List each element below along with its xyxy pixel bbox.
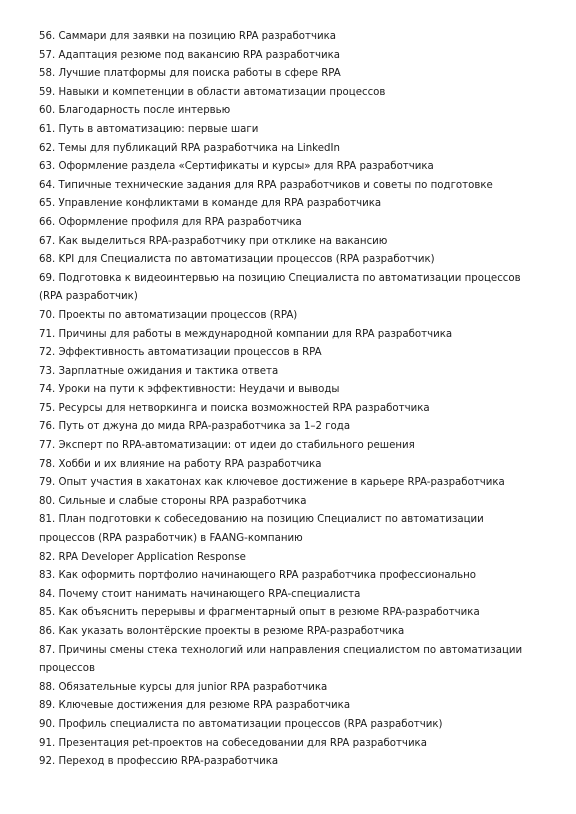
list-item: 60. Благодарность после интервью [39,105,231,117]
list-item: 68. KPI для Специалиста по автоматизации процессов (RPA разработчик) [39,254,435,266]
list-item: 92. Переход в профессию RPA-разработчика [39,756,279,768]
list-item: 61. Путь в автоматизацию: первые шаги [39,123,259,135]
list-item: 57. Адаптация резюме под вакансию RPA разработчика [39,49,340,61]
list-item: 89. Ключевые достижения для резюме RPA разработчика [39,700,351,712]
list-item: 78. Хобби и их влияние на работу RPA разработчика [39,458,322,470]
list-item: 81. План подготовки к собеседованию на позицию Специалист по автоматизации процессов (RPA разработчик) в FAANG-компанию [39,514,484,545]
list-item: 77. Эксперт по RPA-автоматизации: от идеи до стабильного решения [39,440,415,452]
list-item: 64. Типичные технические задания для RPA разработчиков и советы по подготовке [39,179,493,191]
list-item: 66. Оформление профиля для RPA разработчика [39,216,302,228]
list-item: 79. Опыт участия в хакатонах как ключевое достижение в карьере RPA-разработчика [39,477,505,489]
list-item: 58. Лучшие платформы для поиска работы в сфере RPA [39,68,341,80]
list-item: 69. Подготовка к видеоинтервью на позицию Специалиста по автоматизации процессов (RPA разработчик) [39,272,521,303]
list-item: 76. Путь от джуна до мида RPA-разработчика за 1–2 года [39,421,351,433]
list-item: 65. Управление конфликтами в команде для RPA разработчика [39,198,382,210]
list-item: 72. Эффективность автоматизации процессов в RPA [39,347,322,359]
list-item: 90. Профиль специалиста по автоматизации процессов (RPA разработчик) [39,718,443,730]
article-list [39,28,539,772]
list-item: 88. Обязательные курсы для junior RPA разработчика [39,681,328,693]
list-item: 73. Зарплатные ожидания и тактика ответа [39,365,279,377]
list-item: 63. Оформление раздела «Сертификаты и курсы» для RPA разработчика [39,161,434,173]
list-item: 71. Причины для работы в международной компании для RPA разработчика [39,328,453,340]
list-item: 75. Ресурсы для нетворкинга и поиска возможностей RPA разработчика [39,402,430,414]
list-item: 80. Сильные и слабые стороны RPA разработчика [39,495,307,507]
list-item: 87. Причины смены стека технологий или направления специалистом по автоматизации процессов [39,644,523,675]
list-item: 91. Презентация pet-проектов на собеседовании для RPA разработчика [39,737,427,749]
list-item: 70. Проекты по автоматизации процессов (RPA) [39,309,298,321]
list-item: 62. Темы для публикаций RPA разработчика на LinkedIn [39,142,340,154]
list-item: 56. Саммари для заявки на позицию RPA разработчика [39,31,337,42]
list-item: 74. Уроки на пути к эффективности: Неудачи и выводы [39,384,340,396]
list-item: 84. Почему стоит нанимать начинающего RPA-специалиста [39,588,361,600]
list-item: 67. Как выделиться RPA-разработчику при отклике на вакансию [39,235,388,247]
list-item: 59. Навыки и компетенции в области автоматизации процессов [39,86,386,98]
list-item: 85. Как объяснить перерывы и фрагментарный опыт в резюме RPA-разработчика [39,607,480,619]
list-item: 82. RPA Developer Application Response [39,551,246,563]
list-item: 86. Как указать волонтёрские проекты в резюме RPA-разработчика [39,626,405,637]
list-item: 83. Как оформить портфолио начинающего RPA разработчика профессионально [39,570,477,582]
